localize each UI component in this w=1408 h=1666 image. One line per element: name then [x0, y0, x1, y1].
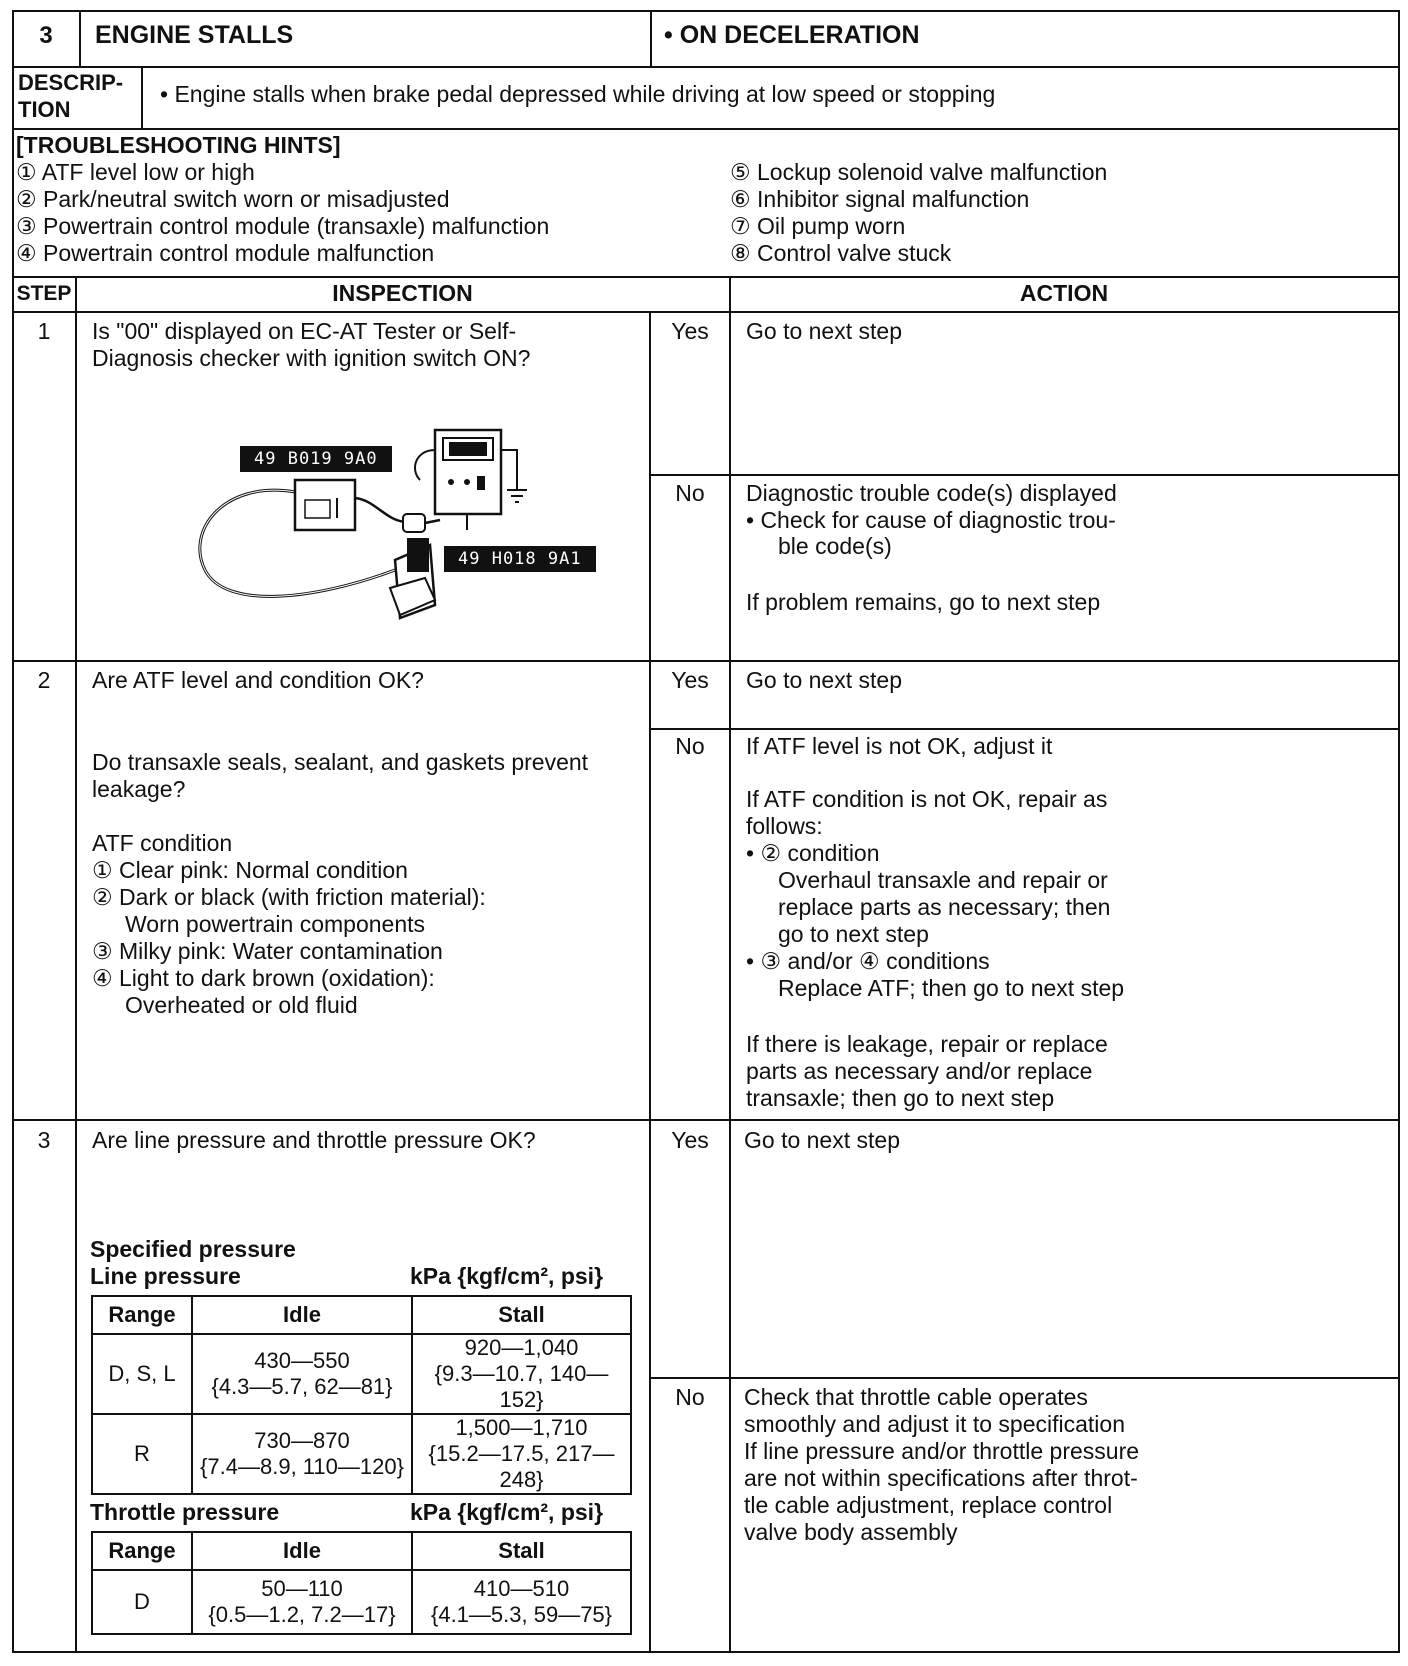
action-text: Overhaul transaxle and repair or [778, 867, 1108, 893]
hint-item: ⑦ Oil pump worn [730, 213, 906, 239]
throttle-pressure-table [91, 1531, 632, 1635]
description-label: TION [18, 97, 71, 122]
description-text: • Engine stalls when brake pedal depressed while driving at low speed or stopping [160, 81, 996, 107]
action-text: Go to next step [746, 667, 902, 693]
range-cell: D [92, 1570, 192, 1634]
action-text: are not within specifications after throt- [744, 1465, 1138, 1491]
divider [75, 276, 77, 1652]
inspection-text: Diagnosis checker with ignition switch ON? [92, 345, 531, 371]
tool-label: 49 H018 9A1 [444, 546, 596, 572]
table-header: Range [92, 1296, 192, 1334]
table-header: Stall [412, 1532, 631, 1570]
divider [649, 1377, 1400, 1379]
description-label: DESCRIP- [18, 70, 124, 95]
inspection-text: Are line pressure and throttle pressure OK? [92, 1127, 536, 1153]
action-text: go to next step [778, 921, 929, 947]
inspection-text: Do transaxle seals, sealant, and gaskets prevent [92, 749, 589, 775]
table-row [92, 1570, 631, 1634]
divider [12, 1119, 1400, 1121]
idle-cell [192, 1414, 412, 1494]
condition-title: • ON DECELERATION [664, 21, 920, 49]
column-header-step: STEP [16, 282, 72, 305]
hint-item: ② Park/neutral switch worn or misadjusted [16, 186, 450, 212]
table-header-row [92, 1532, 631, 1570]
value-alt: {9.3—10.7, 140—152} [434, 1361, 609, 1412]
divider [79, 10, 81, 68]
answer-yes: Yes [671, 667, 709, 693]
action-text: If line pressure and/or throttle pressure [744, 1438, 1140, 1464]
step-number: 3 [37, 1127, 51, 1153]
action-text: transaxle; then go to next step [746, 1085, 1055, 1111]
table-header-row [92, 1296, 631, 1334]
column-header-action: ACTION [1019, 280, 1109, 306]
throttle-pressure-title: Throttle pressure [90, 1499, 280, 1525]
action-text: Check that throttle cable operates [744, 1384, 1088, 1410]
page-title: ENGINE STALLS [95, 21, 294, 49]
divider [12, 311, 1400, 313]
value-alt: {15.2—17.5, 217—248} [428, 1441, 615, 1492]
value-alt: {4.1—5.3, 59—75} [430, 1602, 613, 1627]
value-kpa: 920—1,040 [464, 1335, 579, 1360]
atf-condition-item: ④ Light to dark brown (oxidation): [92, 965, 435, 991]
value-kpa: 50—110 [261, 1576, 343, 1601]
procedure-number: 3 [39, 22, 53, 49]
table-row [92, 1334, 631, 1414]
action-text: ble code(s) [778, 533, 892, 559]
divider [12, 66, 1400, 68]
action-text: Go to next step [746, 318, 902, 344]
inspection-text: Are ATF level and condition OK? [92, 667, 424, 693]
hint-item: ④ Powertrain control module malfunction [16, 240, 435, 266]
idle-cell [192, 1334, 412, 1414]
stall-cell [412, 1570, 631, 1634]
action-text: If problem remains, go to next step [746, 589, 1101, 615]
hint-item: ③ Powertrain control module (transaxle) malfunction [16, 213, 550, 239]
stall-cell [412, 1414, 631, 1494]
divider [12, 276, 1400, 278]
hint-item: ⑧ Control valve stuck [730, 240, 952, 266]
atf-condition-item: ③ Milky pink: Water contamination [92, 938, 443, 964]
action-text: If ATF condition is not OK, repair as [746, 786, 1108, 812]
stall-cell [412, 1334, 631, 1414]
step-number: 2 [37, 667, 51, 693]
column-header-inspection: INSPECTION [332, 280, 473, 306]
action-text: If ATF level is not OK, adjust it [746, 733, 1053, 759]
value-alt: {7.4—8.9, 110—120} [200, 1454, 404, 1479]
value-alt: {0.5—1.2, 7.2—17} [208, 1602, 396, 1627]
unit-label: kPa {kgf/cm², psi} [410, 1263, 604, 1289]
table-header: Idle [192, 1296, 412, 1334]
action-text: • ③ and/or ④ conditions [746, 948, 990, 974]
step-number: 1 [37, 318, 51, 344]
action-text: parts as necessary and/or replace [746, 1058, 1093, 1084]
hints-title: [TROUBLESHOOTING HINTS] [16, 132, 341, 158]
action-text: • ② condition [746, 840, 880, 866]
action-text: follows: [746, 813, 823, 839]
divider [649, 311, 651, 1652]
answer-no: No [675, 733, 705, 759]
action-text: Go to next step [744, 1127, 900, 1153]
atf-condition-title: ATF condition [92, 830, 233, 856]
action-text: smoothly and adjust it to specification [744, 1411, 1125, 1437]
table-row [92, 1414, 631, 1494]
value-alt: {4.3—5.7, 62—81} [211, 1374, 393, 1399]
hint-item: ⑥ Inhibitor signal malfunction [730, 186, 1030, 212]
action-text: replace parts as necessary; then [778, 894, 1111, 920]
divider [650, 10, 652, 68]
divider [649, 728, 1400, 730]
line-pressure-title: Line pressure [90, 1263, 241, 1289]
divider [649, 474, 1400, 476]
action-text: Diagnostic trouble code(s) displayed [746, 480, 1117, 506]
atf-condition-item: Overheated or old fluid [125, 992, 358, 1018]
atf-condition-item: ① Clear pink: Normal condition [92, 857, 408, 883]
answer-yes: Yes [671, 1127, 709, 1153]
border-bottom [12, 1651, 1400, 1653]
answer-no: No [675, 480, 705, 506]
divider [141, 66, 143, 129]
table-header: Range [92, 1532, 192, 1570]
border-left [12, 10, 14, 1653]
answer-no: No [675, 1384, 705, 1410]
border-right [1398, 10, 1400, 1653]
tool-label: 49 B019 9A0 [240, 446, 392, 472]
table-header: Idle [192, 1532, 412, 1570]
border-top [12, 10, 1400, 12]
value-kpa: 410—510 [473, 1576, 570, 1601]
range-cell: D, S, L [92, 1334, 192, 1414]
range-cell: R [92, 1414, 192, 1494]
atf-condition-item: ② Dark or black (with friction material): [92, 884, 486, 910]
answer-yes: Yes [671, 318, 709, 344]
unit-label: kPa {kgf/cm², psi} [410, 1499, 604, 1525]
divider [12, 660, 1400, 662]
divider [12, 128, 1400, 130]
table-header: Stall [412, 1296, 631, 1334]
value-kpa: 1,500—1,710 [455, 1415, 588, 1440]
action-text: valve body assembly [744, 1519, 958, 1545]
value-kpa: 730—870 [254, 1428, 350, 1453]
idle-cell [192, 1570, 412, 1634]
action-text: • Check for cause of diagnostic trou- [746, 507, 1116, 533]
atf-condition-item: Worn powertrain components [125, 911, 425, 937]
action-text: Replace ATF; then go to next step [778, 975, 1125, 1001]
hint-item: ⑤ Lockup solenoid valve malfunction [730, 159, 1108, 185]
hint-item: ① ATF level low or high [16, 159, 255, 185]
spec-title: Specified pressure [90, 1236, 296, 1262]
value-kpa: 430—550 [254, 1348, 350, 1373]
line-pressure-table [91, 1295, 632, 1495]
inspection-text: Is "00" displayed on EC-AT Tester or Self- [92, 318, 517, 344]
action-text: tle cable adjustment, replace control [744, 1492, 1113, 1518]
inspection-text: leakage? [92, 776, 186, 802]
action-text: If there is leakage, repair or replace [746, 1031, 1108, 1057]
